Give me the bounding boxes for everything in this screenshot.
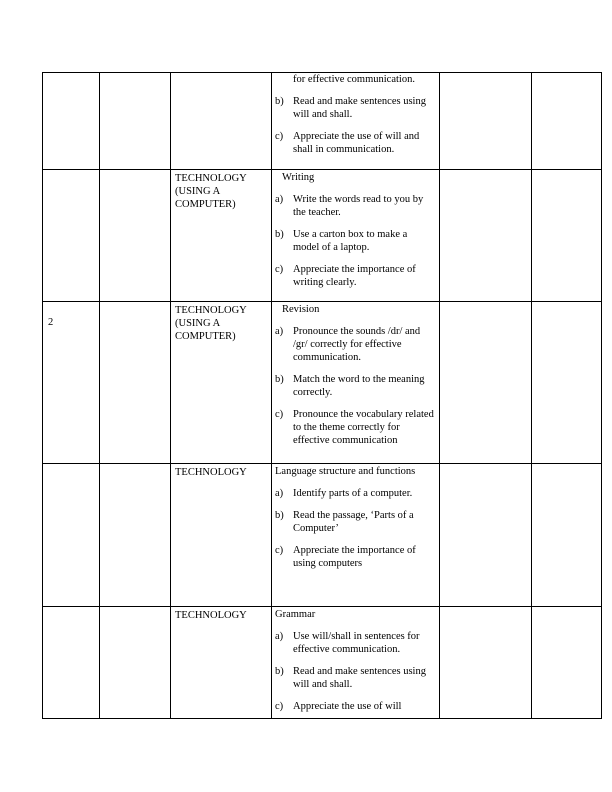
theme-cell xyxy=(171,73,272,170)
outcome-label: c) xyxy=(275,545,284,556)
outcome-item xyxy=(275,408,435,447)
outcome-text: Appreciate the importance of using computers xyxy=(293,545,416,569)
outcome-item xyxy=(275,700,435,713)
table-row xyxy=(43,464,602,607)
outcome-continuation: for effective communication. xyxy=(293,74,415,85)
outcome-label: b) xyxy=(275,666,284,677)
strand-heading: Grammar xyxy=(275,609,316,620)
outcome-text: Read and make sentences using will and shall. xyxy=(293,666,426,690)
strand-heading: Writing xyxy=(282,172,315,183)
week-cell xyxy=(43,607,100,719)
week-cell xyxy=(43,170,100,302)
outcome-item xyxy=(275,325,435,364)
theme-text: TECHNOLOGY xyxy=(175,467,247,478)
outcome-label: c) xyxy=(275,131,284,142)
table-row xyxy=(43,170,602,302)
strand-heading: Language structure and functions xyxy=(275,466,416,477)
outcome-item xyxy=(275,228,435,254)
outcome-text: Pronounce the sounds /dr/ and /gr/ correctly for effective communication. xyxy=(293,326,421,363)
theme-cell xyxy=(171,464,272,607)
outcomes-cell xyxy=(272,464,440,607)
week-number: 2 xyxy=(48,317,54,328)
table-row xyxy=(43,607,602,719)
scheme-of-work-table xyxy=(42,72,602,719)
outcome-item xyxy=(275,544,435,570)
outcome-item xyxy=(275,95,435,121)
theme-cell xyxy=(171,170,272,302)
outcome-label: b) xyxy=(275,229,284,240)
experiences-cell xyxy=(440,302,532,464)
outcome-text: Appreciate the importance of writing clearly. xyxy=(293,264,416,288)
outcome-text: Identify parts of a computer. xyxy=(293,488,413,499)
outcome-label: b) xyxy=(275,374,284,385)
remarks-cell xyxy=(532,302,602,464)
outcomes-cell xyxy=(272,302,440,464)
strand-heading: Revision xyxy=(282,304,320,315)
outcome-label: a) xyxy=(275,631,284,642)
theme-cell xyxy=(171,302,272,464)
outcome-item xyxy=(275,665,435,691)
lesson-cell xyxy=(100,73,171,170)
outcome-label: c) xyxy=(275,264,284,275)
outcome-text: Match the word to the meaning correctly. xyxy=(293,374,425,398)
outcome-label: a) xyxy=(275,488,284,499)
lesson-cell xyxy=(100,302,171,464)
experiences-cell xyxy=(440,170,532,302)
outcome-item xyxy=(275,263,435,289)
outcomes-cell xyxy=(272,73,440,170)
week-cell xyxy=(43,464,100,607)
outcome-label: a) xyxy=(275,194,284,205)
outcome-label: b) xyxy=(275,510,284,521)
outcome-text: Write the words read to you by the teacher. xyxy=(293,194,424,218)
outcome-item xyxy=(275,630,435,656)
outcome-label: a) xyxy=(275,326,284,337)
experiences-cell xyxy=(440,464,532,607)
remarks-cell xyxy=(532,73,602,170)
theme-cell xyxy=(171,607,272,719)
outcome-text: Use will/shall in sentences for effective communication. xyxy=(293,631,420,655)
outcome-item xyxy=(275,373,435,399)
outcome-item xyxy=(275,193,435,219)
remarks-cell xyxy=(532,607,602,719)
outcome-label: c) xyxy=(275,701,284,712)
theme-text: TECHNOLOGY xyxy=(175,610,247,621)
outcome-label: c) xyxy=(275,409,284,420)
table-row xyxy=(43,73,602,170)
outcome-text: Appreciate the use of will xyxy=(293,701,402,712)
outcome-text: Pronounce the vocabulary related to the theme correctly for effective communication xyxy=(293,409,434,446)
outcome-item xyxy=(275,487,435,500)
outcome-text: Appreciate the use of will and shall in communication. xyxy=(293,131,420,155)
outcome-item xyxy=(275,509,435,535)
theme-text: TECHNOLOGY (USING A COMPUTER) xyxy=(175,305,247,342)
remarks-cell xyxy=(532,170,602,302)
lesson-cell xyxy=(100,170,171,302)
theme-text: TECHNOLOGY (USING A COMPUTER) xyxy=(175,173,247,210)
outcomes-cell xyxy=(272,607,440,719)
outcome-text: Read and make sentences using will and shall. xyxy=(293,96,426,120)
experiences-cell xyxy=(440,73,532,170)
remarks-cell xyxy=(532,464,602,607)
week-cell xyxy=(43,73,100,170)
outcome-label: b) xyxy=(275,96,284,107)
outcome-text: Use a carton box to make a model of a laptop. xyxy=(293,229,408,253)
lesson-cell xyxy=(100,464,171,607)
outcome-item xyxy=(275,130,435,156)
week-cell xyxy=(43,302,100,464)
lesson-cell xyxy=(100,607,171,719)
outcome-text: Read the passage, ‘Parts of a Computer’ xyxy=(293,510,414,534)
table-row xyxy=(43,302,602,464)
experiences-cell xyxy=(440,607,532,719)
outcomes-cell xyxy=(272,170,440,302)
